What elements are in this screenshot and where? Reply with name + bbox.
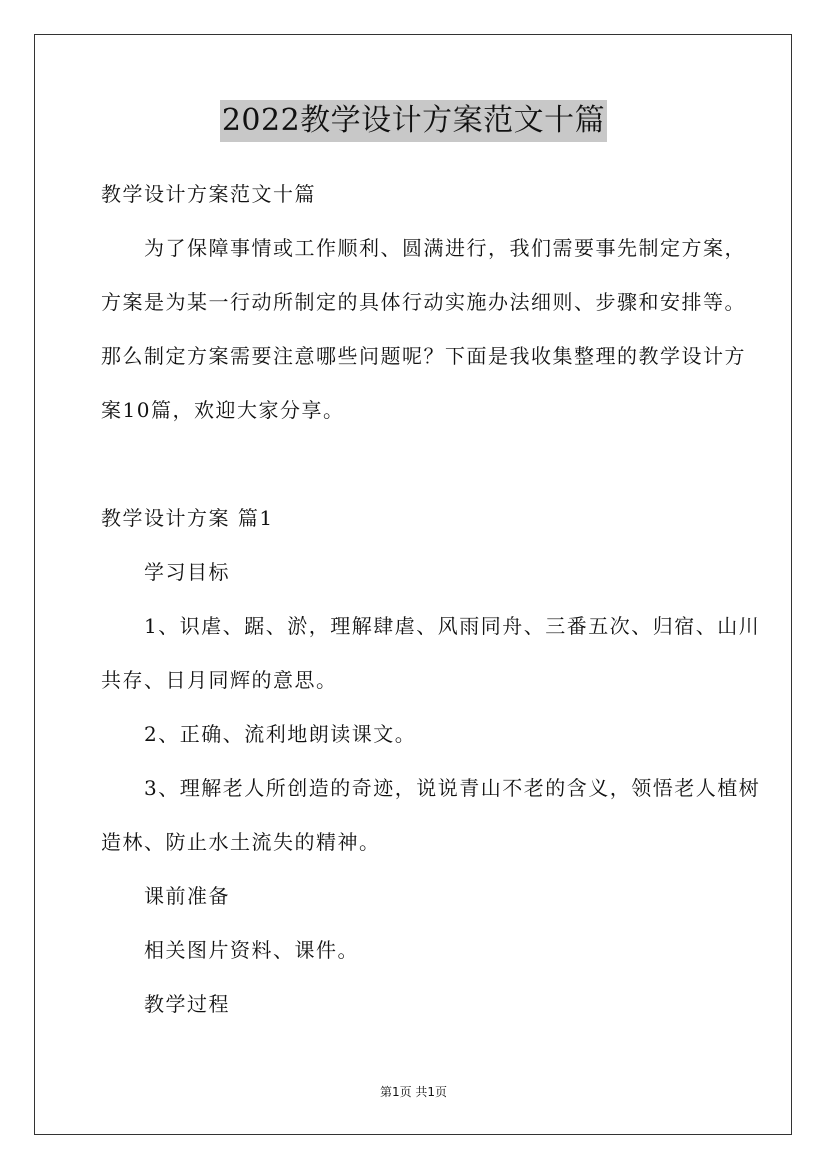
goal-2: 2、正确、流利地朗读课文。 xyxy=(144,722,417,746)
prep-text: 相关图片资料、课件。 xyxy=(144,938,359,962)
section-heading: 教学设计方案 篇1 xyxy=(101,506,274,530)
goal-1-line-1: 1、识虐、踞、淤，理解肆虐、风雨同舟、三番五次、归宿、山川 xyxy=(144,614,761,638)
intro-line-2: 方案是为某一行动所制定的具体行动实施办法细则、步骤和安排等。 xyxy=(101,290,746,314)
title-container xyxy=(0,100,827,142)
goal-3-line-2: 造林、防止水土流失的精神。 xyxy=(101,830,381,854)
page-footer: 第1页 共1页 xyxy=(379,1085,448,1099)
learning-goals-heading: 学习目标 xyxy=(144,560,230,584)
goal-3-line-1: 3、理解老人所创造的奇迹，说说青山不老的含义，领悟老人植树 xyxy=(144,776,761,800)
goal-1-line-2: 共存、日月同辉的意思。 xyxy=(101,668,338,692)
intro-line-4: 案10篇，欢迎大家分享。 xyxy=(101,398,345,422)
process-heading: 教学过程 xyxy=(144,992,230,1016)
prep-heading: 课前准备 xyxy=(144,884,230,908)
document-title: 2022教学设计方案范文十篇 xyxy=(220,100,607,142)
intro-line-1: 为了保障事情或工作顺利、圆满进行，我们需要事先制定方案， xyxy=(144,236,746,260)
document-subtitle: 教学设计方案范文十篇 xyxy=(101,182,316,206)
intro-line-3: 那么制定方案需要注意哪些问题呢？下面是我收集整理的教学设计方 xyxy=(101,344,746,368)
